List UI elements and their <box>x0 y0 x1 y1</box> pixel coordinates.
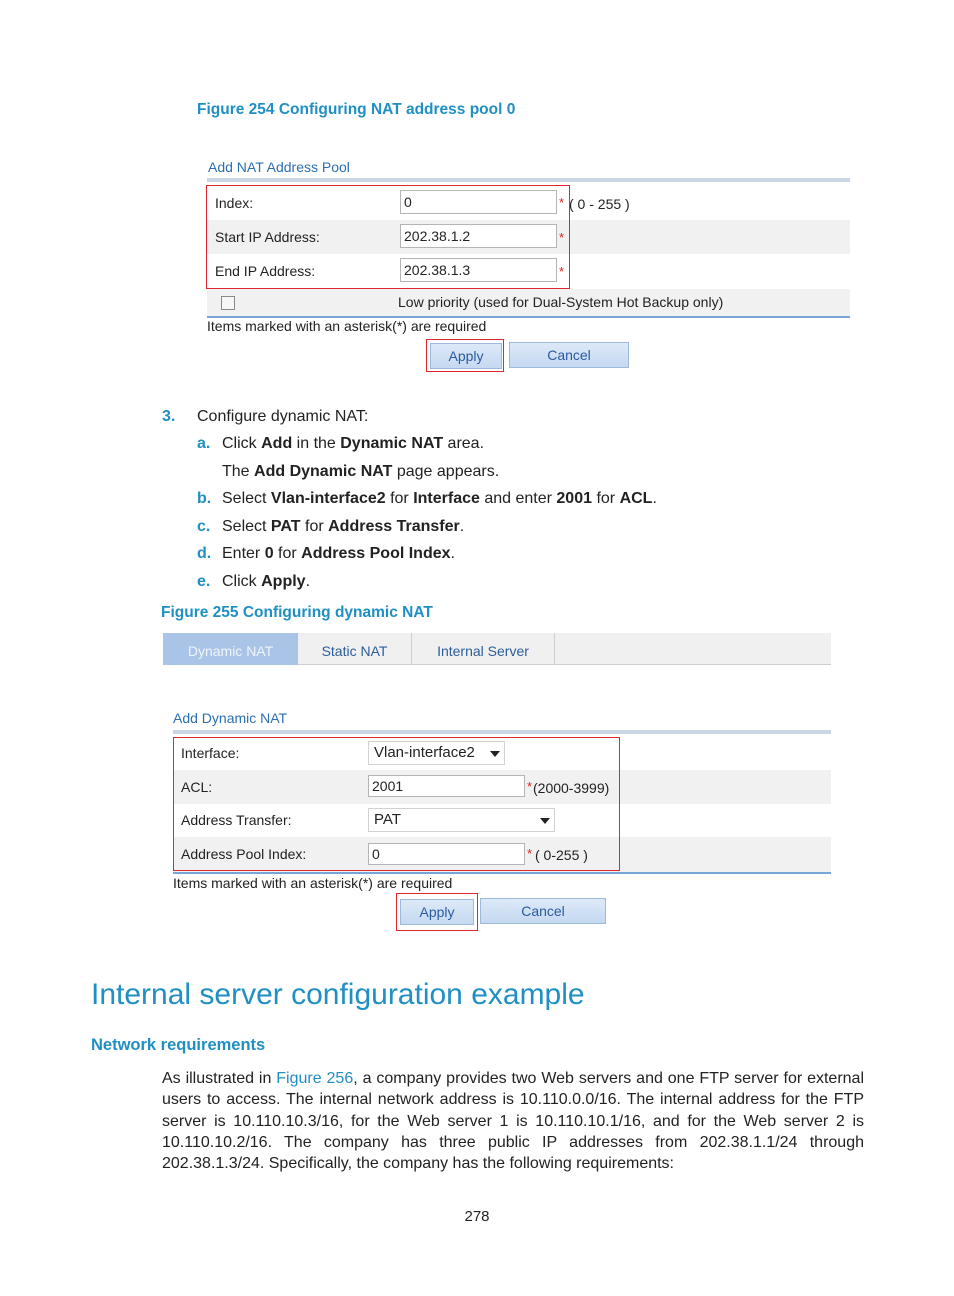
required-asterisk: * <box>559 230 565 245</box>
address-transfer-select-value: PAT <box>374 811 401 828</box>
cancel-button[interactable]: Cancel <box>509 342 629 368</box>
requirements-paragraph: As illustrated in Figure 256, a company provides two Web servers and one FTP server for external users to access. The internal network address is 10.110.0.0/16. The internal address for the FTP server is 10.110.10.3/16, for the Web server 1 is 10.110.10.1/16, and for the Web server 2 is 10.110.10.2/16. The company has three public IP addresses from 202.38.1.1/24 through 202.38.1.3/24. Specifically, the company has the following requirements: <box>162 1070 865 1173</box>
acl-label: ACL: <box>181 779 213 795</box>
interface-label: Interface: <box>181 745 240 761</box>
start-ip-input[interactable]: 202.38.1.2 <box>400 224 557 248</box>
step-a-number: a. <box>197 435 211 452</box>
step-3-number: 3. <box>162 408 176 425</box>
address-transfer-label: Address Transfer: <box>181 812 292 828</box>
nat-tab-bar <box>163 633 831 665</box>
interface-select-value: Vlan-interface2 <box>374 744 475 761</box>
required-note: Items marked with an asterisk(*) are required <box>173 875 453 891</box>
title-divider <box>173 730 831 734</box>
step-3-text: Configure dynamic NAT: <box>197 408 369 425</box>
add-dynamic-nat-title: Add Dynamic NAT <box>173 710 288 726</box>
step-e-text: Click Apply. <box>222 573 311 590</box>
start-ip-label: Start IP Address: <box>215 229 320 245</box>
acl-range-hint: (2000-3999) <box>533 780 610 796</box>
cancel-button[interactable]: Cancel <box>480 898 606 924</box>
apply-highlight-box <box>426 339 504 372</box>
index-input[interactable]: 0 <box>400 190 557 214</box>
network-requirements-heading: Network requirements <box>91 1036 266 1054</box>
step-c-number: c. <box>197 518 211 535</box>
end-ip-input[interactable]: 202.38.1.3 <box>400 258 557 282</box>
low-priority-label: Low priority (used for Dual-System Hot Backup only) <box>398 294 724 310</box>
tab-static-nat[interactable]: Static NAT <box>298 633 412 665</box>
apply-highlight-box <box>396 893 478 931</box>
figure-255-caption: Figure 255 Configuring dynamic NAT <box>161 604 433 621</box>
step-e-number: e. <box>197 573 211 590</box>
highlight-box <box>173 737 620 871</box>
step-b-text: Select Vlan-interface2 for Interface and enter 2001 for ACL. <box>222 490 657 507</box>
section-heading: Internal server configuration example <box>91 978 585 1011</box>
highlight-box <box>206 185 570 289</box>
step-a-text: Click Add in the Dynamic NAT area. <box>222 435 485 452</box>
step-b-number: b. <box>197 490 212 507</box>
add-nat-address-pool-title: Add NAT Address Pool <box>208 159 350 175</box>
page-number: 278 <box>464 1208 490 1225</box>
required-asterisk: * <box>559 195 565 210</box>
tab-internal-server[interactable]: Internal Server <box>412 633 555 665</box>
title-divider <box>207 178 850 182</box>
end-ip-label: End IP Address: <box>215 263 316 279</box>
step-d-number: d. <box>197 545 212 562</box>
address-pool-index-label: Address Pool Index: <box>181 846 307 862</box>
figure-254-caption: Figure 254 Configuring NAT address pool 0 <box>197 101 516 118</box>
acl-input[interactable]: 2001 <box>368 775 525 797</box>
apply-button[interactable]: Apply <box>400 899 474 925</box>
form-bottom-divider <box>173 872 831 874</box>
required-asterisk: * <box>559 264 565 279</box>
step-a-result-text: The Add Dynamic NAT page appears. <box>222 463 500 480</box>
tab-dynamic-nat[interactable]: Dynamic NAT <box>163 633 298 665</box>
required-note: Items marked with an asterisk(*) are required <box>207 318 487 334</box>
step-d-text: Enter 0 for Address Pool Index. <box>222 545 455 562</box>
required-asterisk: * <box>527 846 533 861</box>
index-range-hint: ( 0 - 255 ) <box>569 196 630 212</box>
address-pool-index-input[interactable]: 0 <box>368 843 525 865</box>
pool-range-hint: ( 0-255 ) <box>535 847 588 863</box>
step-c-text: Select PAT for Address Transfer. <box>222 518 465 535</box>
figure-256-link[interactable]: Figure 256 <box>276 1070 354 1087</box>
low-priority-checkbox[interactable] <box>221 296 235 310</box>
index-label: Index: <box>215 195 254 211</box>
apply-button[interactable]: Apply <box>430 343 502 369</box>
required-asterisk: * <box>527 779 533 794</box>
